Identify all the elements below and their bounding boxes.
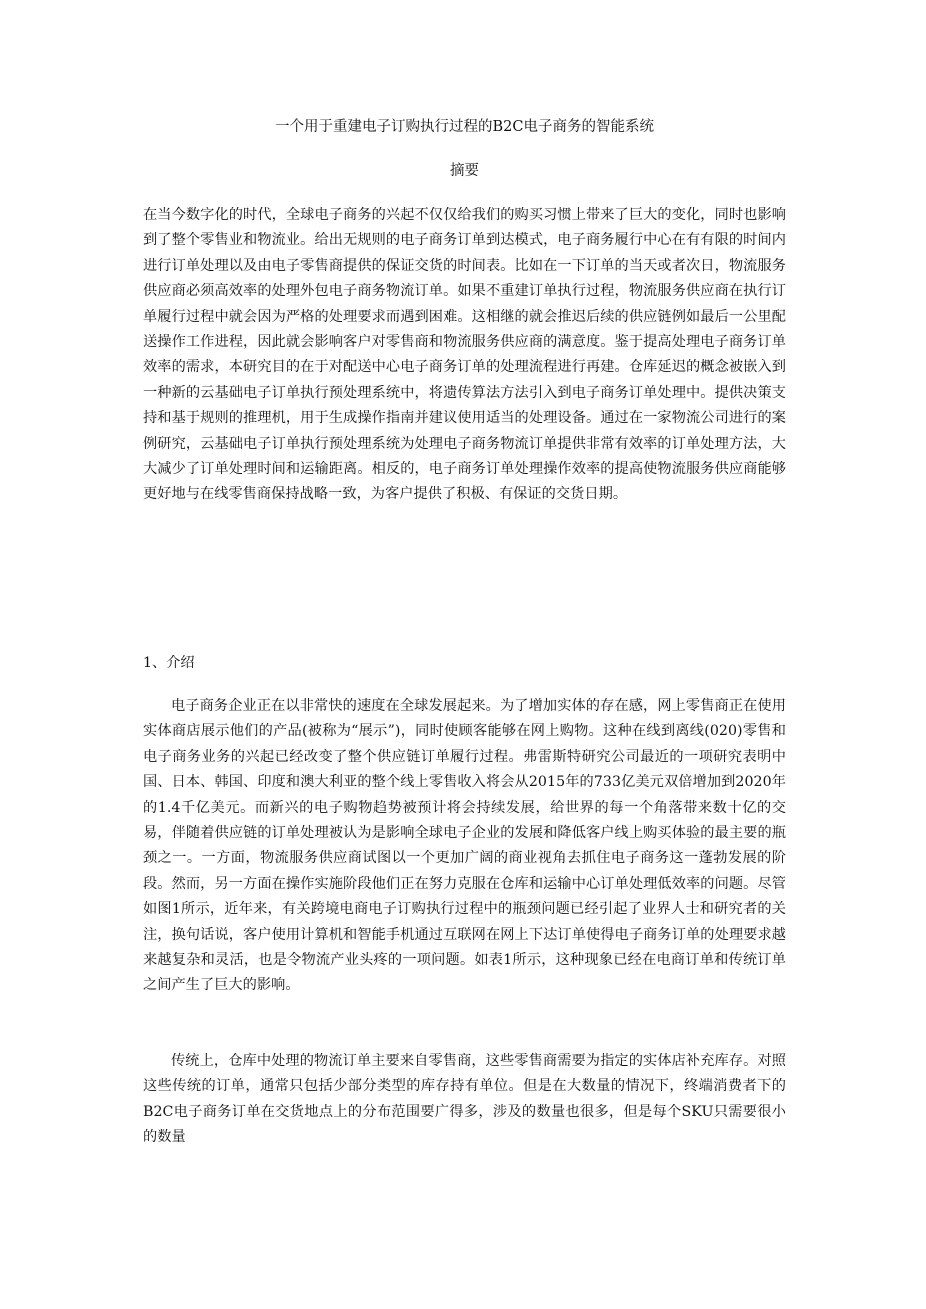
body-paragraph-1: 电子商务企业正在以非常快的速度在全球发展起来。为了增加实体的存在感，网上零售商正在使用实体商店展示他们的产品(被称为“展示”)，同时使顾客能够在网上购物。这种在线到离线(020)零售和电子商务业务的兴起已经改变了整个供应链订单履行过程。弗雷斯特研究公司最近的一项研究表明中国、日本、韩国、印度和澳大利亚的整个线上零售收入将会从2015年的733亿美元双倍增加到2020年的1.4千亿美元。而新兴的电子购物趋势被预计将会持续发展，给世界的每一个角落带来数十亿的交易，伴随着供应链的订单处理被认为是影响全球电子企业的发展和降低客户线上购买体验的最主要的瓶颈之一。一方面，物流服务供应商试图以一个更加广阔的商业视角去抓住电子商务这一蓬勃发展的阶段。然而，另一方面在操作实施阶段他们正在努力克服在仓库和运输中心订单处理低效率的问题。尽管如图1所示，近年来，有关跨境电商电子订购执行过程中的瓶颈问题已经引起了业界人士和研究者的关注，换句话说，客户使用计算机和智能手机通过互联网在网上下达订单使得电子商务订单的处理要求越来越复杂和灵活，也是令物流产业头疼的一项问题。如表1所示，这种现象已经在电商订单和传统订单之间产生了巨大的影响。: [143, 698, 786, 994]
abstract-paragraph: 在当今数字化的时代，全球电子商务的兴起不仅仅给我们的购买习惯上带来了巨大的变化，同时也影响到了整个零售业和物流业。给出无规则的电子商务订单到达模式，电子商务履行中心在有有限的时间内进行订单处理以及由电子零售商提供的保证交货的时间表。比如在一下订单的当天或者次日，物流服务供应商必须高效率的处理外包电子商务物流订单。如果不重建订单执行过程，物流服务供应商在执行订单履行过程中就会因为严格的处理要求而遇到困难。这相继的就会推迟后续的供应链例如最后一公里配送操作工作进程，因此就会影响客户对零售商和物流服务供应商的满意度。鉴于提高处理电子商务订单效率的需求，本研究目的在于对配送中心电子商务订单的处理流程进行再建。仓库延迟的概念被嵌入到一种新的云基础电子订单执行预处理系统中，将遗传算法方法引入到电子商务订单处理中。提供决策支持和基于规则的推理机，用于生成操作指南并建议使用适当的处理设备。通过在一家物流公司进行的案例研究，云基础电子订单执行预处理系统为处理电子商务物流订单提供非常有效率的订单处理方法，大大减少了订单处理时间和运输距离。相反的，电子商务订单处理操作效率的提高使物流服务供应商能够更好地与在线零售商保持战略一致，为客户提供了积极、有保证的交货日期。: [143, 207, 786, 503]
section-heading-introduction: 1、介绍: [143, 655, 195, 671]
body-paragraph-2: 传统上，仓库中处理的物流订单主要来自零售商，这些零售商需要为指定的实体店补充库存。对照这些传统的订单，通常只包括少部分类型的库存持有单位。但是在大数量的情况下，终端消费者下的B2C电子商务订单在交货地点上的分布范围要广得多，涉及的数量也很多，但是每个SKU只需要很小的数量: [143, 1053, 786, 1146]
document-title: 一个用于重建电子订购执行过程的B2C电子商务的智能系统: [275, 119, 654, 135]
abstract-heading: 摘要: [450, 163, 479, 179]
